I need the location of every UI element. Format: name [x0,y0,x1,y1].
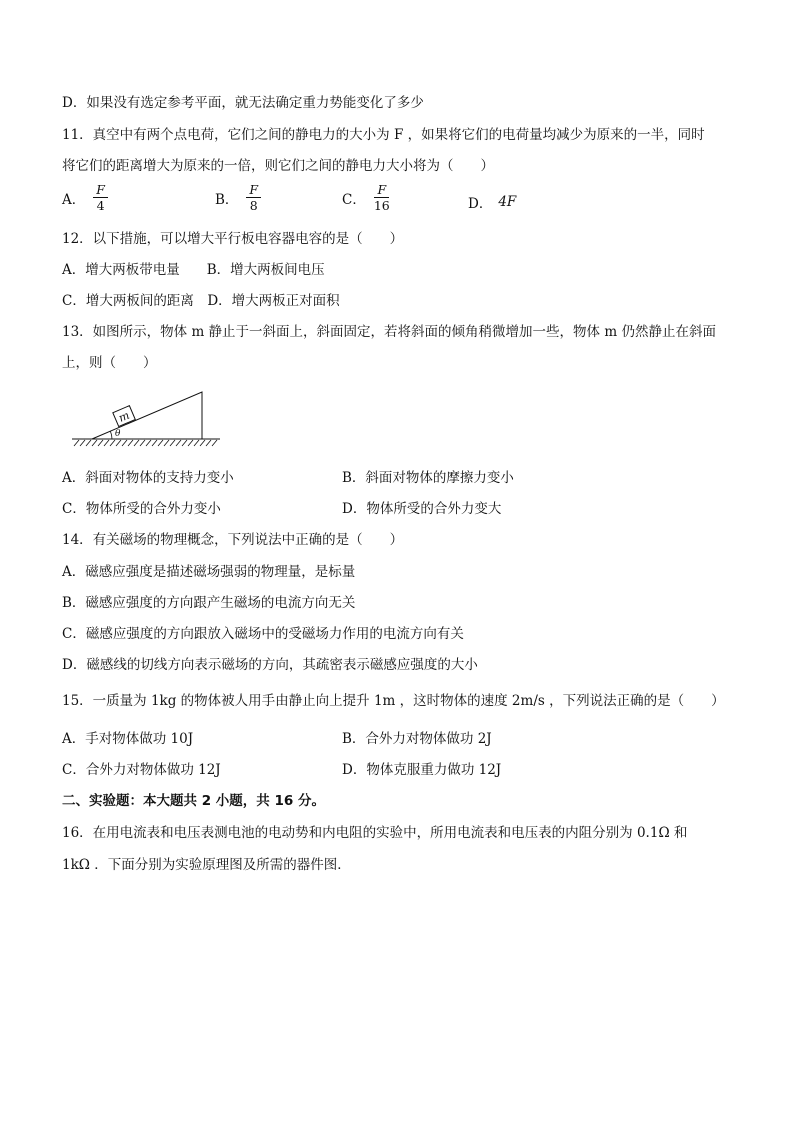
q15-option-d: D．物体克服重力做功 12J [342,762,502,778]
q11-option-a-fraction [93,182,108,214]
q14-option-a: A．磁感应强度是描述磁场强弱的物理量，是标量 [62,564,356,580]
question-11-line1: 11．真空中有两个点电荷，它们之间的静电力的大小为 F ，如果将它们的电荷量均减少为原来的一半，同时 [62,127,705,143]
question-13-line1: 13．如图所示，物体 m 静止于一斜面上，斜面固定，若将斜面的倾角稍微增加一些，物体 m 仍然静止在斜面 [62,324,716,340]
q11-option-b-numerator: F [246,182,261,198]
ground-hatching [74,440,217,446]
incline-diagram [70,388,220,448]
q13-option-c: C．物体所受的合外力变小 [62,501,221,517]
q12-options-ab: A．增大两板带电量 B．增大两板间电压 [62,262,325,278]
incline-wedge [92,392,202,439]
q15-option-a: A．手对物体做功 10J [62,731,194,747]
q11-option-b-label: B． [215,192,239,208]
section-2-heading: 二、实验题：本大题共 2 小题，共 16 分。 [62,793,325,809]
q11-option-c [342,182,390,214]
mass-label: m [116,408,132,425]
q11-option-d [468,192,516,212]
q14-option-c: C．磁感应强度的方向跟放入磁场中的受磁场力作用的电流方向有关 [62,626,464,642]
question-16-line1: 16．在用电流表和电压表测电池的电动势和内电阻的实验中，所用电流表和电压表的内阻分别为 0.1Ω 和 [62,825,688,841]
angle-theta-label: θ [115,429,121,439]
q14-option-d: D．磁感线的切线方向表示磁场的方向，其疏密表示磁感应强度的大小 [62,657,478,673]
q13-option-b: B．斜面对物体的摩擦力变小 [342,470,514,486]
q11-option-d-label: D． [468,196,493,212]
angle-arc [110,431,112,439]
q13-option-d: D．物体所受的合外力变大 [342,501,502,517]
question-12: 12．以下措施，可以增大平行板电容器电容的是（ ） [62,231,404,247]
q11-option-c-label: C． [342,192,366,208]
q11-option-b [215,182,261,214]
q12-options-cd: C．增大两板间的距离 D．增大两板正对面积 [62,293,340,309]
option-d-q10: D．如果没有选定参考平面，就无法确定重力势能变化了多少 [62,95,424,111]
q11-option-a-denominator: 4 [96,198,105,213]
q11-option-c-fraction [374,182,390,214]
q13-option-a: A．斜面对物体的支持力变小 [62,470,234,486]
q11-option-a [62,182,108,214]
q15-option-b: B．合外力对物体做功 2J [342,731,492,747]
q11-option-a-numerator: F [93,182,108,198]
question-11-line2: 将它们的距离增大为原来的一倍，则它们之间的静电力大小将为（ ） [62,158,494,174]
question-13-line2: 上，则（ ） [62,355,157,371]
q11-option-c-denominator: 16 [373,198,390,213]
q11-option-d-value: 4F [498,194,517,210]
q11-option-b-fraction [246,182,261,214]
question-15: 15．一质量为 1kg 的物体被人用手由静止向上提升 1m ，这时物体的速度 2m/s ，下列说法正确的是（ ） [62,693,725,709]
q11-option-a-label: A． [62,192,86,208]
question-16-line2: 1kΩ ．下面分别为实验原理图及所需的器件图． [62,857,351,873]
q14-option-b: B．磁感应强度的方向跟产生磁场的电流方向无关 [62,595,356,611]
question-14: 14．有关磁场的物理概念，下列说法中正确的是（ ） [62,532,404,548]
mass-block [113,406,135,427]
q15-option-c: C．合外力对物体做功 12J [62,762,221,778]
q11-option-b-denominator: 8 [249,198,258,213]
q11-option-c-numerator: F [374,182,389,198]
